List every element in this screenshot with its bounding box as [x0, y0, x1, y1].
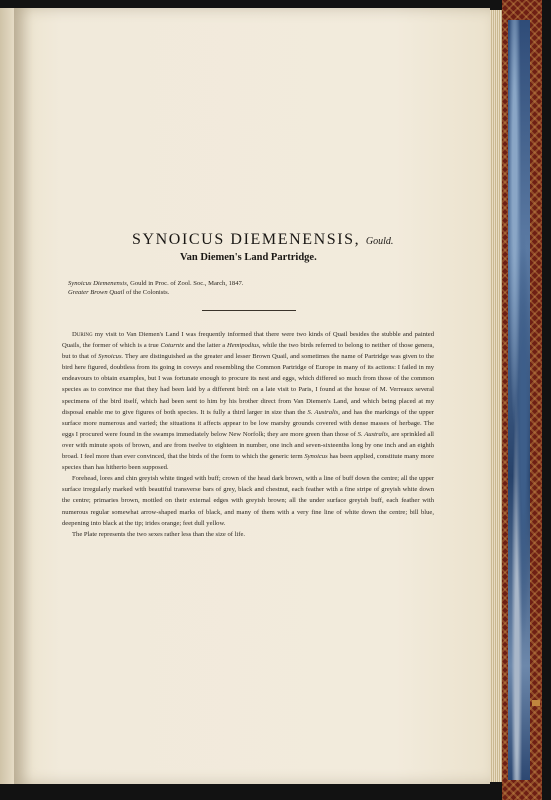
synonym-name: Greater Brown Quail [68, 289, 125, 296]
facing-page-edge [0, 8, 14, 784]
common-name: Van Diemen's Land Partridge. [180, 252, 317, 263]
species-authority: Gould. [365, 236, 394, 247]
synonym-reference: Gould in Proc. of Zool. Soc., March, 1847. [128, 280, 244, 287]
text-run: They are distinguished as the greater and lesser Brown Quail, and sometimes the name of Partridge was given to the bird here figured, doubtless from its going in coveys and resembling the Common Partridge of Europe in many of its actions: I failed in my endeavours to obtain examples, but I was fortunate enough to procure its nest and eggs, which differed so much from those of the common species as to convince me that they had been laid by a different bird: on a late visit to Paris, I found at the house of M. Verreaux several specimens of the bird itself, which had been sent to him by his brother direct from Van Diemen's Land, and which being placed at my disposal enable me to give figures of both species. It is fully a third larger in size than the [62, 353, 434, 416]
text-run: and has the markings of the upper surface more numerous and varied; the situations it affects appear to be low marshy grounds covered with dense masses of herbage. The eggs I procured were found in the swamps immediately below New Norfolk; they are more green than those of [62, 408, 434, 438]
genus-name: Coturnix [160, 342, 184, 350]
species-ref: S. Australis, [357, 430, 390, 438]
section-divider [202, 310, 296, 311]
marbled-endpaper [508, 20, 530, 780]
text-run: and the latter a [183, 342, 228, 350]
species-ref: S. Australis, [307, 408, 340, 416]
book-page [14, 8, 490, 784]
text-run: while the two birds referred to belong to neither of those genera, but to that of [62, 342, 434, 361]
paragraph-description: Forehead, lores and chin greyish white tinged with buff; crown of the head dark brown, with a line of buff down the centre; all the upper surface irregularly marked with beautiful transverse bars of grey, black and chestnut, each feather with a fine stripe of greyish white down the centre; primaries brown, mottled on their external edges with greyish brown; all the under surface greyish buff, each feather with numerous regular somewhat arrow-shaped marks of black, and many of them with a very fine line of white down the centre; bill blue, deepening into black at the tip; irides orange; feet dull yellow. [62, 475, 434, 527]
synonym-line [68, 280, 243, 287]
species-title [132, 231, 452, 249]
genus-name: Synoicus [304, 453, 328, 461]
paragraph-habits [62, 329, 434, 473]
genus-name: Synoicus. [98, 353, 124, 361]
synonym-reference: of the Colonists. [124, 289, 170, 296]
synonym-name: Synoicus Diemenensis, [68, 280, 129, 287]
genus-name: Hemipodius, [227, 342, 261, 350]
description-text [62, 329, 434, 540]
species-name: SYNOICUS DIEMENENSIS, [132, 231, 361, 248]
text-run: are sprinkled all over with minute spots of brown, and are from twelve to eighteen in number, one inch and seven-sixteenths long by one inch and an eighth broad. I feel more than ever convinced, that the birds of the form to which the generic term [62, 430, 434, 461]
scale-marker [532, 700, 540, 706]
synonym-line [68, 289, 169, 296]
lead-word: During [72, 331, 93, 338]
text-run: my visit to Van Diemen's Land I was frequently informed that there were two kinds of Quail besides the stubble and painted Quails, the former of which is a true [62, 331, 434, 350]
text-run: has been applied, constitute many more species than has hitherto been supposed. [62, 453, 434, 472]
paragraph-plate-note: The Plate represents the two sexes rather less than the size of life. [72, 530, 246, 538]
